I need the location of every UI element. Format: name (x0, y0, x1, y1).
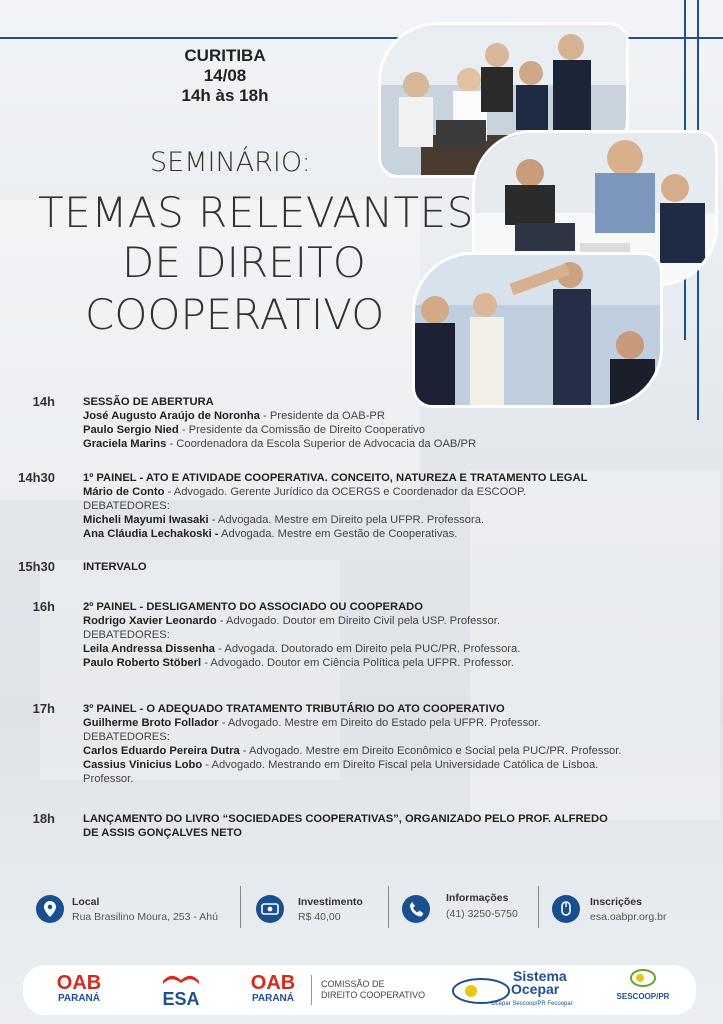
program-title: SESSÃO DE ABERTURA (83, 396, 214, 408)
speaker-desc: - Presidente da OAB-PR (259, 410, 385, 422)
event-time: 14h às 18h (181, 86, 269, 105)
speaker-name: Mário de Conto (83, 486, 165, 498)
program-title: 1º PAINEL - ATO E ATIVIDADE COOPERATIVA. CONCEITO, NATUREZA E TRATAMENTO LEGAL (83, 472, 588, 484)
info-signup[interactable] (552, 880, 702, 940)
comissao-line1: COMISSÃO DE (321, 979, 385, 989)
program-title-continued: DE ASSIS GONÇALVES NETO (83, 827, 242, 839)
sescoop-text: SESCOOP/PR (616, 992, 670, 1001)
debater-name: Ana Cláudia Lechakoski - (83, 528, 219, 540)
comissao-line2: DIREITO COOPERATIVO (321, 990, 426, 1000)
info-local (36, 880, 236, 940)
speaker-desc: - Coordenadora da Escola Superior de Advocacia da OAB/PR (166, 438, 477, 450)
location-pin-icon (36, 895, 64, 923)
local-label: Local (72, 896, 100, 908)
info-phone (402, 880, 532, 940)
debater-name: Leila Andressa Dissenha (83, 643, 216, 655)
seminar-title-line3: COOPERATIVO (85, 290, 385, 339)
program-title: 3º PAINEL - O ADEQUADO TRATAMENTO TRIBUTÁRIO DO ATO COOPERATIVO (83, 703, 505, 715)
speaker-desc: - Advogado. Gerente Jurídico da OCERGS e Coordenador da ESCOOP. (164, 486, 527, 498)
debater-name: Cassius Vinicius Lobo (83, 759, 203, 771)
divider (240, 886, 241, 928)
local-value: Rua Brasilino Moura, 253 - Ahú (72, 911, 218, 923)
mouse-click-icon (552, 895, 580, 923)
sistema-text: Sistema (513, 968, 567, 984)
sistema-ocepar-logo (451, 969, 581, 1011)
logo-divider (311, 975, 312, 1005)
debater-desc: Advogada. Mestre em Gestão de Cooperativas. (218, 528, 458, 540)
program-time: 14h30 (18, 470, 55, 485)
sescoop-logo (613, 969, 673, 1001)
debater-name: Carlos Eduardo Pereira Dutra (83, 745, 240, 757)
money-icon (256, 895, 284, 923)
debaters-label: DEBATEDORES: (83, 731, 170, 743)
oab-logo-subtitle: PARANÁ (251, 993, 295, 1004)
seminar-kicker: SEMINÁRIO: (150, 147, 311, 178)
seminar-title-line1: TEMAS RELEVANTES (38, 188, 474, 237)
investment-label: Investimento (298, 896, 363, 908)
debater-desc: - Advogado. Mestre em Direito Econômico e Social pela PUC/PR. Professor. (239, 745, 622, 757)
divider (538, 886, 539, 928)
program-title: 2º PAINEL - DESLIGAMENTO DO ASSOCIADO OU COOPERADO (83, 601, 423, 613)
book-icon (161, 971, 201, 985)
info-bar (0, 880, 723, 940)
speaker-name: Guilherme Broto Follador (83, 717, 219, 729)
debaters-label: DEBATEDORES: (83, 500, 170, 512)
oab-logo-subtitle: PARANÁ (57, 993, 101, 1004)
program-time: 18h (32, 811, 55, 826)
ocepar-sub-text: Ocepar Sescoop/PR Fecoopar (491, 1001, 573, 1007)
speaker-desc: - Advogado. Mestre em Direito do Estado pela UFPR. Professor. (218, 717, 541, 729)
investment-value: R$ 40,00 (298, 911, 341, 923)
program-time: 14h (32, 394, 55, 409)
speaker-name: Paulo Sergio Nied (83, 424, 179, 436)
debater-desc-continued: Professor. (83, 773, 134, 785)
debater-desc: - Advogado. Doutor em Ciência Política pela UFPR. Professor. (201, 657, 514, 669)
debater-name: Micheli Mayumi Iwasaki (83, 514, 209, 526)
phone-value: (41) 3250-5750 (446, 908, 518, 920)
speaker-name: José Augusto Araújo de Noronha (83, 410, 260, 422)
seminar-title-line2: DE DIREITO (122, 238, 366, 287)
info-investment (256, 880, 386, 940)
oab-parana-logo (51, 973, 107, 1004)
debater-desc: - Advogada. Mestre em Direito pela UFPR. Professora. (208, 514, 485, 526)
phone-label: Informações (446, 892, 509, 904)
photo-high-five (412, 252, 663, 408)
program-title: INTERVALO (83, 561, 147, 573)
oab-logo-text: OAB (56, 972, 102, 994)
program-time: 15h30 (18, 559, 55, 574)
debater-desc: - Advogada. Doutorado em Direito pela PUC/PR. Professora. (215, 643, 521, 655)
oab-logo-text: OAB (250, 972, 296, 994)
program-time: 17h (32, 701, 55, 716)
esa-logo-text: ESA (162, 989, 200, 1009)
oab-parana-logo-2 (245, 973, 301, 1004)
divider (388, 886, 389, 928)
phone-icon (402, 895, 430, 923)
sponsor-logo-bar (23, 965, 696, 1015)
program-time: 16h (32, 599, 55, 614)
event-city: CURITIBA (184, 46, 266, 65)
signup-link[interactable]: esa.oabpr.org.br (590, 911, 667, 923)
ocepar-text: Ocepar (511, 981, 560, 997)
signup-label: Inscrições (590, 896, 642, 908)
speaker-name: Rodrigo Xavier Leonardo (83, 615, 217, 627)
speaker-desc: - Presidente da Comissão de Direito Cooperativo (178, 424, 425, 436)
speaker-desc: - Advogado. Doutor em Direito Civil pela USP. Professor. (216, 615, 500, 627)
debater-name: Paulo Roberto Stöberl (83, 657, 202, 669)
debater-desc: - Advogado. Mestrando em Direito Fiscal pela Universidade Católica de Lisboa. (202, 759, 599, 771)
program-title: LANÇAMENTO DO LIVRO “SOCIEDADES COOPERATIVAS”, ORGANIZADO PELO PROF. ALFREDO (83, 813, 608, 825)
speaker-name: Graciela Marins (83, 438, 167, 450)
comissao-logo (321, 979, 425, 1001)
esa-logo (153, 971, 209, 1008)
event-header (130, 46, 320, 106)
sescoop-emblem-icon (630, 969, 656, 987)
debaters-label: DEBATEDORES: (83, 629, 170, 641)
event-date: 14/08 (203, 66, 247, 85)
